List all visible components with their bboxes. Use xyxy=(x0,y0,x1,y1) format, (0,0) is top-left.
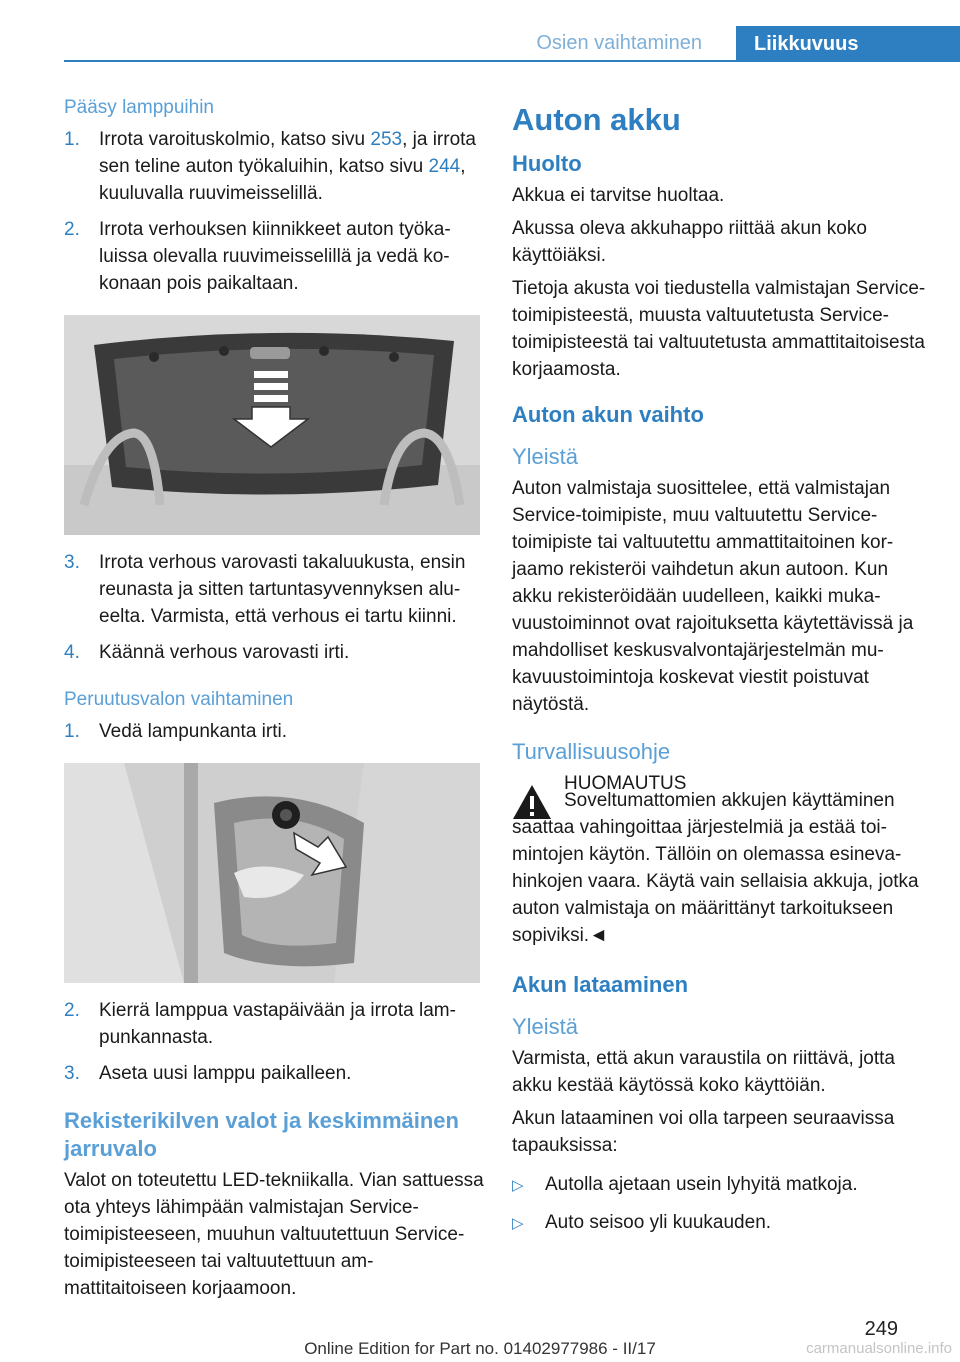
maintenance-title: Huolto xyxy=(512,151,582,176)
header-rule xyxy=(64,60,960,62)
left-column xyxy=(64,96,484,1308)
edition-footer: Online Edition for Part no. 01402977986 - II/17 xyxy=(304,1339,656,1358)
list-item xyxy=(64,718,484,745)
chapter-tab: Liikkuvuus xyxy=(736,26,960,62)
page-ref-link[interactable]: 253 xyxy=(370,129,403,150)
step-text: Irrota verhous varovasti takaluukusta, ensin reunasta ja sitten tartuntasyvennyksen alueelta. Varmista, että verhous ei tartu kiinni. xyxy=(99,552,466,627)
lamp-socket-photo xyxy=(64,763,480,983)
step-number: 1. xyxy=(64,721,80,742)
step-number: 2. xyxy=(64,219,80,240)
list-item xyxy=(64,216,484,297)
step-text: Irrota verhouksen kiinnikkeet auton työkaluissa olevalla ruuvimeisselillä ja vedä kokonaan pois paikaltaan. xyxy=(99,219,451,294)
general-title: Yleistä xyxy=(512,444,579,469)
running-header xyxy=(64,26,960,62)
maintenance-text-1: Akkua ei tarvitse huoltaa. xyxy=(512,185,725,206)
triangle-bullet-icon: ▷ xyxy=(512,1215,524,1232)
list-item xyxy=(64,1060,484,1087)
step-text: Käännä verhous varovasti irti. xyxy=(99,642,350,663)
list-item xyxy=(512,1171,932,1199)
step-text: Aseta uusi lamppu paikalleen. xyxy=(99,1063,352,1084)
step-number: 3. xyxy=(64,1063,80,1084)
trunk-lid-photo xyxy=(64,315,480,535)
step-text: Kierrä lamppua vastapäivään ja irrota lampunkannasta. xyxy=(99,1000,456,1048)
charging-title: Akun lataaminen xyxy=(512,972,689,997)
reverse-light-title: Peruutusvalon vaihtaminen xyxy=(64,689,294,710)
step-number: 1. xyxy=(64,129,80,150)
plate-lights-title: Rekisterikilven valot ja keskimmäinen jarruvalo xyxy=(64,1108,459,1161)
battery-replace-title: Auton akun vaihto xyxy=(512,402,704,427)
general-title-2: Yleistä xyxy=(512,1014,579,1039)
charging-text-1: Varmista, että akun varaustila on riittävä, jotta akku kestää käytössä koko käyttöiän. xyxy=(512,1048,895,1096)
list-item xyxy=(64,639,484,666)
step-number: 4. xyxy=(64,642,80,663)
watermark: carmanualsonline.info xyxy=(806,1340,952,1357)
step-number: 2. xyxy=(64,1000,80,1021)
notice-label: HUOMAUTUS xyxy=(564,773,687,794)
bullet-text: Autolla ajetaan usein lyhyitä matkoja. xyxy=(545,1174,858,1195)
battery-title: Auton akku xyxy=(512,102,681,137)
notice-text: Soveltumattomien akkujen käyttäminen saattaa vahingoittaa järjestelmiä ja estää toimintojen käytön. Tällöin on olemassa esinevahinkojen vaara. Käytä vain sellaisia akkuja, jotka auton valmistaja on määrittänyt tarkoitukseen sopiviksi.◄ xyxy=(512,790,919,946)
access-title: Pääsy lamppuihin xyxy=(64,97,214,118)
page-ref-link[interactable]: 244 xyxy=(428,156,461,177)
plate-lights-text: Valot on toteutettu LED-tekniikalla. Vian sattuessa ota yhteys lähimpään valmistajan Service-toimipisteeseen, muuhun valtuutettuun Service-toimipisteeseen tai valtuutettuun ammattitaitoiseen korjaamoon. xyxy=(64,1170,484,1299)
safety-title: Turvallisuusohje xyxy=(512,739,671,764)
list-item xyxy=(64,997,484,1051)
step-text: Irrota varoituskolmio, katso sivu 253, ja irrota sen teline auton työkaluihin, katso sivu 244, kuuluvalla ruuvimeisselillä. xyxy=(99,129,476,204)
battery-replace-text: Auton valmistaja suosittelee, että valmistajan Service-toimipiste, muu valtuutettu Service-toimipiste tai valtuutettu ammattitaitoinen korjaamo rekisteröi vaihdetun akun autoon. Kun akku rekisteröidään uudelleen, kaikki mukavuustoiminnot ovat rajoituksetta käytettävissä ja mahdolliset keskusvalvontajärjestelmän mukavuustoimintoja koskevat viestit poistuvat näytöstä. xyxy=(512,478,914,715)
page-number: 249 xyxy=(864,1318,898,1340)
charging-text-2: Akun lataaminen voi olla tarpeen seuraavissa tapauksissa: xyxy=(512,1108,895,1156)
maintenance-text-2: Akussa oleva akkuhappo riittää akun koko käyttöiäksi. xyxy=(512,218,867,266)
list-item xyxy=(64,549,484,630)
list-item xyxy=(64,126,484,207)
list-item xyxy=(512,1209,932,1237)
step-number: 3. xyxy=(64,552,80,573)
triangle-bullet-icon: ▷ xyxy=(512,1177,524,1194)
right-column xyxy=(512,96,932,1247)
bullet-text: Auto seisoo yli kuukauden. xyxy=(545,1212,772,1233)
maintenance-text-3: Tietoja akusta voi tiedustella valmistajan Service-toimipisteestä, muusta valtuutetusta Service-toimipisteestä tai valtuutetusta ammattitaitoisesta korjaamosta. xyxy=(512,278,926,380)
step-text: Vedä lampunkanta irti. xyxy=(99,721,288,742)
section-label: Osien vaihtaminen xyxy=(536,32,702,54)
